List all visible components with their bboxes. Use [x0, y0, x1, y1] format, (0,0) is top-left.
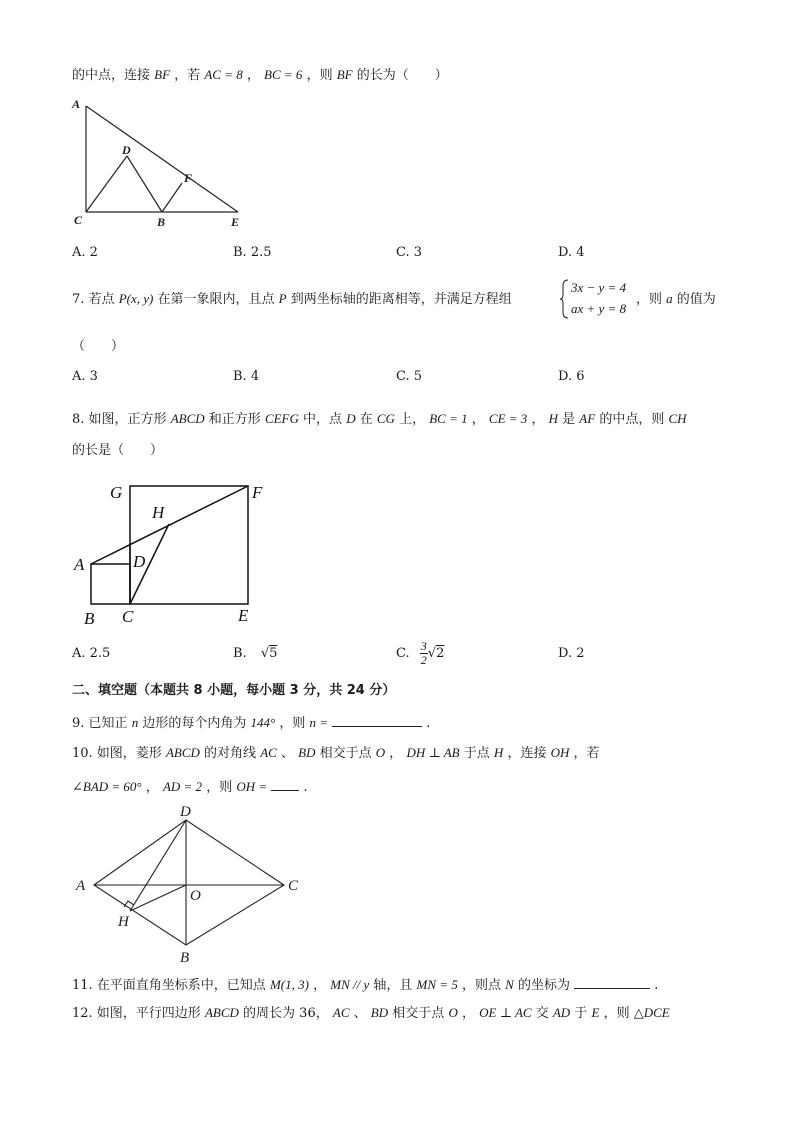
q6-bc-value: BC = 6: [264, 67, 303, 82]
q8-square-abcd-shape: [91, 564, 130, 604]
q8-option-c[interactable]: [396, 636, 444, 672]
q8-text: ，: [531, 412, 545, 427]
q12-text: ，则: [603, 1006, 630, 1021]
q6-edge-bf: [162, 183, 182, 212]
q8-text: 中，点: [303, 412, 343, 427]
q7-stem-tail: [636, 290, 716, 309]
q8-option-c-numerator: 3: [420, 639, 427, 653]
q6-edge-ae: [86, 106, 238, 212]
q8-h: H: [548, 411, 558, 426]
q11-answer-blank[interactable]: [574, 974, 650, 989]
q6-label-a: A: [72, 97, 81, 111]
q6-option-a[interactable]: A. 2: [72, 245, 98, 260]
q10-label-a: A: [76, 878, 86, 894]
q6-label-d: D: [122, 143, 131, 157]
q7-text: 的值为: [676, 292, 716, 307]
q9-text: 9. 已知正: [72, 716, 128, 731]
q10-text: 相交于点: [319, 746, 372, 761]
q8-text: 在: [359, 412, 373, 427]
q12-bd: BD: [370, 1005, 389, 1020]
q6-edge-cd: [86, 156, 127, 212]
q9-angle: 144°: [250, 715, 276, 730]
q10-text: 于点: [463, 746, 490, 761]
q8-square-cefg-shape: [130, 486, 248, 604]
q10-label-o: O: [190, 888, 201, 904]
q6-figure: [66, 94, 256, 234]
q12-e: E: [591, 1005, 600, 1020]
q12-stem: [72, 1004, 670, 1023]
q6-text: ，若: [174, 68, 201, 83]
q12-triangle-dce: △DCE: [633, 1005, 670, 1020]
q8-option-c-radicand: 2: [436, 646, 445, 661]
q7-answer-paren: （ ）: [72, 339, 125, 354]
q8-text: 的中点，则: [599, 412, 665, 427]
q8-option-b-radicand: 5: [269, 646, 278, 661]
q8-square-cefg: CEFG: [264, 411, 299, 426]
q10-text: ，则: [206, 780, 233, 795]
q8-af: AF: [579, 411, 596, 426]
q8-label-f: F: [252, 483, 263, 502]
q10-text: .: [303, 780, 308, 795]
q10-oh: OH: [550, 745, 570, 760]
q10-label-h: H: [118, 914, 129, 930]
q8-text: ，: [471, 412, 485, 427]
q8-d: D: [346, 411, 356, 426]
q10-rhombus: ABCD: [165, 745, 200, 760]
q8-figure: [66, 476, 276, 636]
q11-text: 11. 在平面直角坐标系中，已知点: [72, 978, 266, 993]
q9-text: .: [426, 716, 431, 731]
q9-text: ，则: [279, 716, 306, 731]
q7-text: ，则: [636, 292, 663, 307]
q7-stem: [72, 290, 512, 309]
q6-label-e: E: [231, 215, 240, 229]
q6-label-f: F: [184, 171, 193, 185]
q10-angle-bad: ∠BAD = 60°: [72, 779, 142, 794]
q10-text: 、: [280, 746, 294, 761]
q6-option-c[interactable]: C. 3: [396, 245, 423, 260]
q8-text: 是: [562, 412, 576, 427]
q8-option-a[interactable]: A. 2.5: [72, 646, 111, 661]
q7-a: a: [666, 291, 673, 306]
q10-ad: AD = 2: [162, 779, 203, 794]
q8-square-abcd: ABCD: [170, 411, 205, 426]
q10-label-c: C: [288, 878, 299, 894]
q8-option-d[interactable]: D. 2: [558, 646, 585, 661]
q12-text: 交: [535, 1006, 549, 1021]
q12-o: O: [448, 1005, 458, 1020]
q11-point-m: M(1, 3): [269, 977, 309, 992]
q7-option-c[interactable]: C. 5: [396, 369, 423, 384]
q7-option-b[interactable]: B. 4: [233, 369, 260, 384]
q10-text: 的对角线: [204, 746, 257, 761]
q12-parallelogram: ABCD: [204, 1005, 239, 1020]
q12-ad: AD: [552, 1005, 571, 1020]
q11-text: ，则点: [461, 978, 501, 993]
q8-label-a: A: [74, 555, 85, 574]
q8-cg: CG: [376, 411, 395, 426]
q6-option-d[interactable]: D. 4: [558, 245, 585, 260]
q12-text: 相交于点: [392, 1006, 445, 1021]
q10-figure: [70, 802, 310, 970]
q10-text: ，: [145, 780, 159, 795]
q6-text: 的中点，连接: [72, 68, 151, 83]
q11-n: N: [505, 977, 514, 992]
q12-text: 的周长为 36，: [243, 1006, 329, 1021]
q8-label-b: B: [84, 609, 95, 628]
q6-text: ，: [246, 68, 260, 83]
q8-ch: CH: [668, 411, 687, 426]
q7-brace: [560, 278, 570, 320]
q10-label-d: D: [180, 804, 191, 820]
q10-bd: BD: [298, 745, 316, 760]
q6-segment-bf: BF: [336, 67, 353, 82]
q10-text: 10. 如图，菱形: [72, 746, 162, 761]
q6-option-b[interactable]: B. 2.5: [233, 245, 272, 260]
q6-label-c: C: [74, 213, 83, 227]
q11-text: ，: [313, 978, 327, 993]
q12-text: 12. 如图，平行四边形: [72, 1006, 201, 1021]
q10-o: O: [375, 745, 386, 760]
q10-answer-blank[interactable]: [271, 776, 299, 791]
q8-option-b[interactable]: [233, 645, 277, 663]
q10-oh-eq: OH =: [236, 779, 268, 794]
q6-text: 的长为（ ）: [356, 68, 448, 83]
q9-n: n: [131, 715, 139, 730]
q8-text: 8. 如图，正方形: [72, 412, 167, 427]
q10-text: ，若: [573, 746, 600, 761]
q12-text: 于: [574, 1006, 588, 1021]
q9-answer-blank[interactable]: [332, 712, 422, 727]
q6-edge-db: [127, 156, 162, 212]
q6-ac-value: AC = 8: [204, 67, 243, 82]
q10-label-b: B: [180, 950, 190, 966]
q10-stem: [72, 744, 600, 763]
q8-option-c-fraction: [420, 640, 428, 667]
q8-text: 上，: [399, 412, 426, 427]
q8-label-d: D: [133, 552, 146, 571]
q8-stem-line2: 的长是（ ）: [72, 443, 164, 458]
q11-stem: [72, 974, 658, 995]
q8-label-e: E: [238, 606, 249, 625]
q9-n-eq: n =: [309, 715, 329, 730]
q12-oe: OE ⊥ AC: [479, 1005, 532, 1020]
q8-label-h: H: [152, 503, 165, 522]
q8-label-c: C: [122, 607, 134, 626]
q7-option-d[interactable]: D. 6: [558, 369, 585, 384]
q8-ce-value: CE = 3: [488, 411, 528, 426]
q10-h: H: [493, 745, 504, 760]
q10-stem-line2: [72, 776, 308, 797]
q8-option-b-label: B.: [233, 646, 247, 661]
q11-text: 的坐标为: [517, 978, 570, 993]
q6-segment-bf: BF: [154, 67, 171, 82]
q8-option-c-radical: √2: [427, 646, 445, 661]
q7-option-a[interactable]: A. 3: [72, 369, 98, 384]
q9-stem: [72, 712, 430, 733]
q12-text: 、: [353, 1006, 367, 1021]
q12-ac: AC: [332, 1005, 350, 1020]
q7-text: 到两坐标轴的距离相等，并满足方程组: [290, 292, 512, 307]
q8-label-g: G: [110, 483, 123, 502]
q7-text: 在第一象限内，且点: [157, 292, 275, 307]
q8-option-c-denominator: 2: [420, 653, 427, 667]
q9-text: 边形的每个内角为: [142, 716, 247, 731]
q10-text: ，: [389, 746, 403, 761]
q7-text: 7. 若点: [72, 292, 115, 307]
q11-text: .: [654, 978, 659, 993]
q7-p: P: [278, 291, 287, 306]
q11-text: 轴，且: [373, 978, 413, 993]
q11-mn-parallel: MN // y: [330, 977, 370, 992]
section-fill-in-title: 二、填空题（本题共 8 小题，每小题 3 分，共 24 分）: [72, 683, 396, 698]
q6-stem: [72, 66, 448, 85]
q8-option-c-label: C.: [396, 646, 410, 661]
q12-text: ，: [461, 1006, 475, 1021]
q8-text: 和正方形: [208, 412, 261, 427]
q10-dh: DH ⊥ AB: [406, 745, 460, 760]
q10-ac: AC: [260, 745, 277, 760]
q7-point-p: P(x, y): [118, 291, 154, 306]
q11-mn-length: MN = 5: [416, 977, 458, 992]
q8-stem: [72, 410, 687, 429]
q10-segment-dh: [130, 820, 186, 911]
q7-equation-1: 3x − y = 4: [571, 280, 627, 295]
q10-text: ，连接: [507, 746, 547, 761]
q6-label-b: B: [157, 215, 166, 229]
q7-equation-2: ax + y = 8: [571, 301, 627, 316]
q8-option-b-radical: √5: [260, 646, 278, 661]
q6-text: ，则: [306, 68, 333, 83]
q8-bc-value: BC = 1: [429, 411, 468, 426]
